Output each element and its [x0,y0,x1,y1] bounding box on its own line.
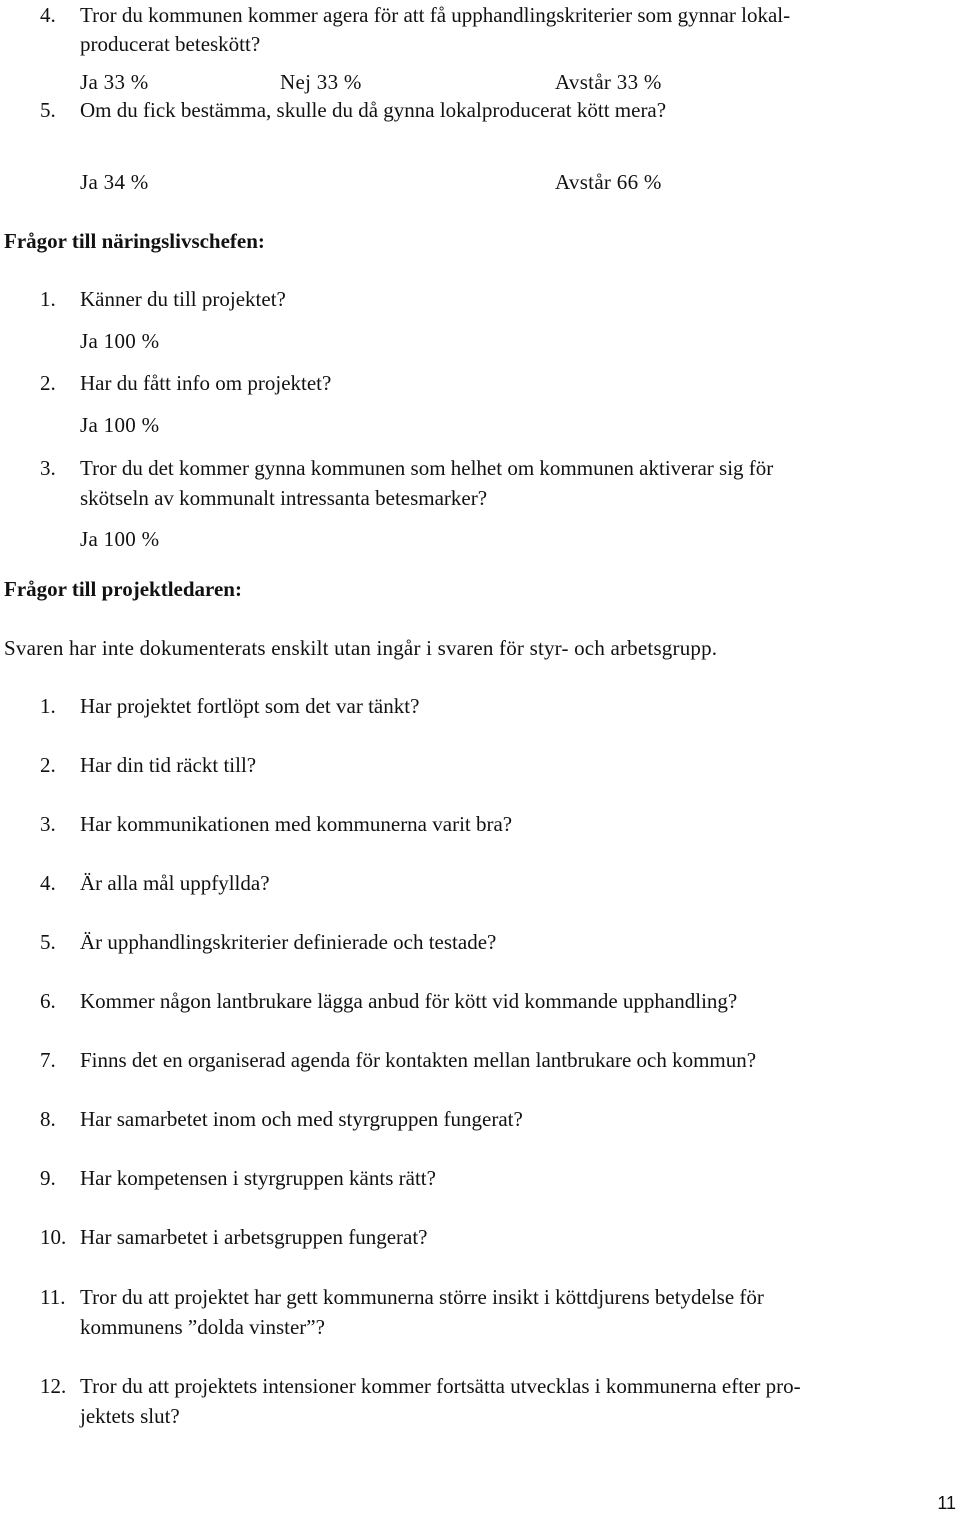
answer: Ja 100 % [80,527,160,551]
question-number: 11. [40,1285,66,1309]
question-text: Kommer någon lantbrukare lägga anbud för kött vid kommande upphandling? [80,989,738,1013]
question-text: Finns det en organiserad agenda för kontakten mellan lantbrukare och kommun? [80,1048,757,1072]
question-text: Har kompetensen i styrgruppen känts rätt? [80,1166,436,1190]
question-text: Tror du att projektet har gett kommunerna större insikt i köttdjurens betydelse för [80,1285,764,1309]
question-number: 4. [40,871,56,895]
question-text: Har kommunikationen med kommunerna varit bra? [80,812,513,836]
question-text: Har samarbetet inom och med styrgruppen fungerat? [80,1107,523,1131]
question-text-continued: kommunens ”dolda vinster”? [80,1315,325,1339]
question-text: Tror du att projektets intensioner kommer fortsätta utvecklas i kommunerna efter pro- [80,1374,801,1398]
question-text: Har samarbetet i arbetsgruppen fungerat? [80,1225,428,1249]
question-number: 10. [40,1225,67,1249]
page-number: 11 [937,1493,956,1513]
question-number: 1. [40,287,56,311]
answer-avstar: Avstår 66 % [555,170,662,194]
question-text: Är alla mål uppfyllda? [80,871,270,895]
question-text-continued: jektets slut? [80,1404,180,1428]
question-text: Har du fått info om projektet? [80,371,332,395]
question-number: 2. [40,371,56,395]
question-number: 8. [40,1107,56,1131]
question-number: 3. [40,812,56,836]
question-number: 12. [40,1374,67,1398]
question-text: Har projektet fortlöpt som det var tänkt? [80,694,420,718]
question-number: 5. [40,930,56,954]
question-text-continued: skötseln av kommunalt intressanta betesmarker? [80,486,488,510]
question-number: 5. [40,98,56,122]
question-number: 1. [40,694,56,718]
question-text: Tror du det kommer gynna kommunen som helhet om kommunen aktiverar sig för [80,456,774,480]
answer: Ja 100 % [80,413,160,437]
answer-nej: Nej 33 % [280,70,362,94]
section-heading: Frågor till näringslivschefen: [4,229,265,253]
answer-ja: Ja 34 % [80,170,149,194]
question-number: 7. [40,1048,56,1072]
question-number: 2. [40,753,56,777]
question-text: Är upphandlingskriterier definierade och testade? [80,930,497,954]
question-text-continued: producerat beteskött? [80,32,261,56]
question-number: 3. [40,456,56,480]
answer-avstar: Avstår 33 % [555,70,662,94]
question-text: Om du fick bestämma, skulle du då gynna lokalproducerat kött mera? [80,98,667,122]
question-number: 4. [40,3,56,27]
question-text: Tror du kommunen kommer agera för att få upphandlingskriterier som gynnar lokal- [80,3,791,27]
question-text: Har din tid räckt till? [80,753,257,777]
answer-ja: Ja 33 % [80,70,149,94]
question-number: 9. [40,1166,56,1190]
question-text: Känner du till projektet? [80,287,286,311]
section-heading: Frågor till projektledaren: [4,577,242,601]
answer: Ja 100 % [80,329,160,353]
question-number: 6. [40,989,56,1013]
section-note: Svaren har inte dokumenterats enskilt utan ingår i svaren för styr- och arbetsgrupp. [4,636,718,660]
